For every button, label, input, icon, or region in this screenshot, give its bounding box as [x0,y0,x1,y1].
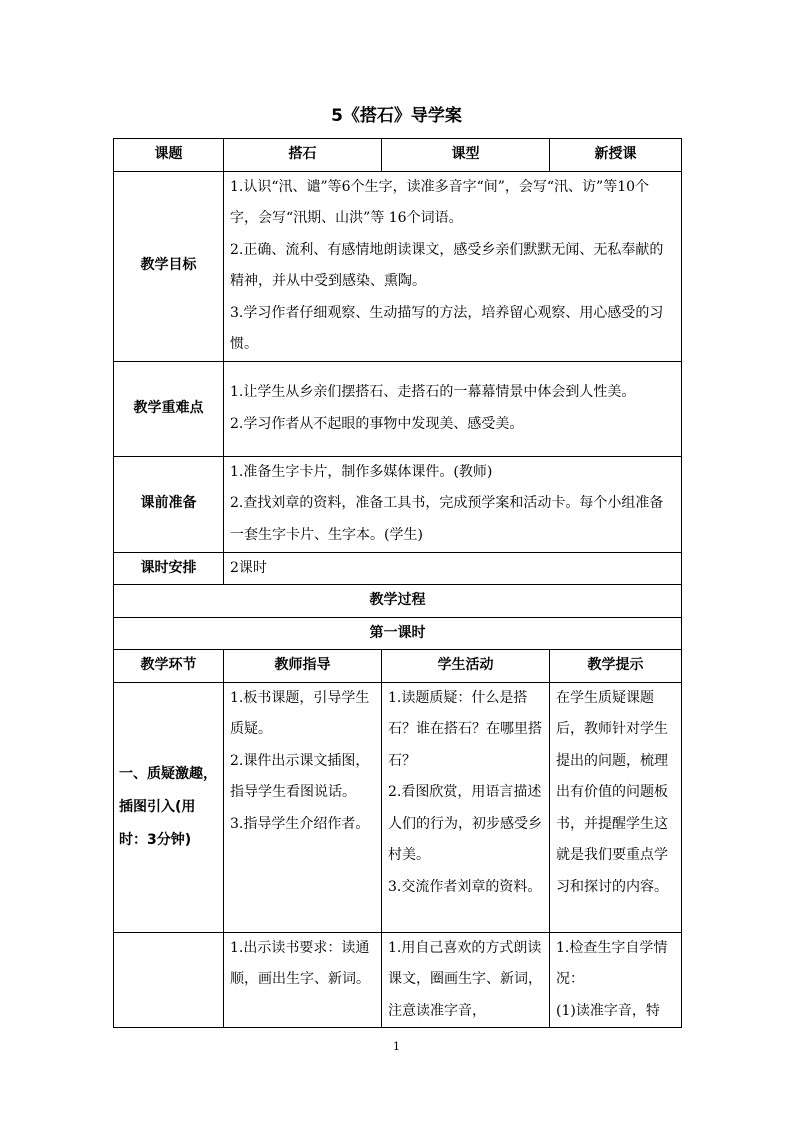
column-header-row [114,650,682,683]
teacher-item: 3.指导学生介绍作者。 [230,815,370,832]
teacher-cell [224,932,382,1028]
student-cell [382,932,550,1028]
stage-cell [114,932,224,1028]
prep-row [114,456,682,552]
key-point-item: 2.学习作者从不起眼的事物中发现美、感受美。 [230,415,524,432]
header-cell-topic-label: 课题 [114,139,224,172]
student-item: 3.交流作者刘章的资料。 [388,878,542,895]
key-points-row [114,361,682,456]
column-header-tips: 教学提示 [550,650,682,683]
column-header-stage: 教学环节 [114,650,224,683]
teacher-item: 2.课件出示课文插图，指导学生看图说话。 [230,752,370,800]
teacher-item: 1.出示读书要求：读通顺，画出生字、新词。 [230,939,370,987]
prep-item: 2.查找刘章的资料，准备工具书，完成预学案和活动卡。每个小组准备一套生字卡片、生字本。(学生) [230,495,664,543]
column-header-student: 学生活动 [382,650,550,683]
page-number: 1 [393,1040,400,1053]
tips-cell [550,932,682,1028]
prep-content [224,456,682,552]
tips-item: 1.检查生字自学情况： [556,939,668,987]
lesson-plan-table [113,138,682,1028]
student-item: 1.用自己喜欢的方式朗读课文，圈画生字、新词，注意读准字音， [388,939,542,1019]
goals-row [114,171,682,361]
goals-content [224,171,682,361]
teacher-item: 1.板书课题，引导学生质疑。 [230,689,370,737]
student-item: 1.读题质疑：什么是搭石？谁在搭石？在哪里搭石？ [388,689,542,769]
lesson-title-row [114,617,682,650]
page-title: 5《搭石》导学案 [331,106,462,126]
student-item: 2.看图欣赏，用语言描述人们的行为，初步感受乡村美。 [388,784,542,863]
schedule-value: 2课时 [224,552,682,585]
header-cell-type-label: 课型 [382,139,550,172]
prep-label: 课前准备 [114,456,224,552]
schedule-label: 课时安排 [114,552,224,585]
column-header-teacher: 教师指导 [224,650,382,683]
stage-cell: 一、质疑激趣，插图引入(用时：3分钟) [114,682,224,932]
lesson-title: 第一课时 [114,617,682,650]
goal-item: 3.学习作者仔细观察、生动描写的方法，培养留心观察、用心感受的习惯。 [230,304,664,352]
teacher-cell [224,682,382,932]
tips-cell [550,682,682,932]
process-title: 教学过程 [114,585,682,618]
prep-item: 1.准备生字卡片，制作多媒体课件。(教师) [230,463,493,480]
goal-item: 2.正确、流利、有感情地朗读课文，感受乡亲们默默无闻、无私奉献的精神，并从中受到感染、熏陶。 [230,241,664,289]
tips-item: 在学生质疑课题后，教师针对学生提出的问题，梳理出有价值的问题板书，并提醒学生这就是我们要重点学习和探讨的内容。 [556,689,668,895]
student-cell [382,682,550,932]
tips-item: (1)读准字音，特 [556,1002,660,1019]
table-row [114,932,682,1028]
header-cell-type-value: 新授课 [550,139,682,172]
header-cell-topic-value: 搭石 [224,139,382,172]
key-points-content [224,361,682,456]
schedule-row [114,552,682,585]
key-point-item: 1.让学生从乡亲们摆搭石、走搭石的一幕幕情景中体会到人性美。 [230,384,636,400]
key-points-label: 教学重难点 [114,361,224,456]
goals-label: 教学目标 [114,171,224,361]
table-row [114,682,682,932]
process-title-row [114,585,682,618]
header-row [114,139,682,172]
goal-item: 1.认识“汛、谴”等6个生字，读准多音字“间”，会写“汛、访”等10个字，会写“汛期、山洪”等 16个词语。 [230,178,650,226]
